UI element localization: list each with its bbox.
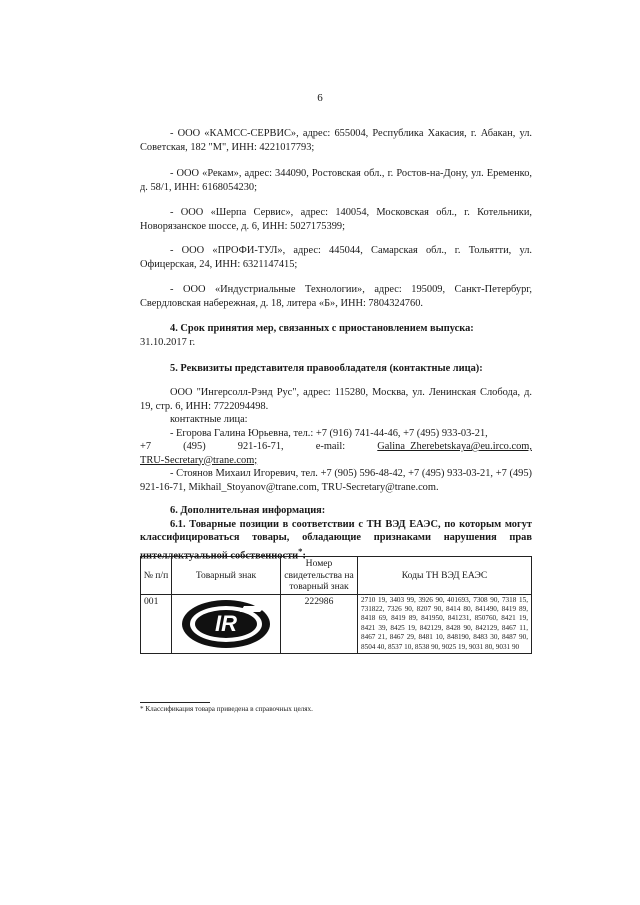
section-4-title: 4. Срок принятия мер, связанных с приостановлением выпуска: <box>170 323 474 334</box>
email-link[interactable]: Galina_Zherebetskaya@eu.irco.com, <box>377 441 532 452</box>
section-5-contacts <box>140 386 532 494</box>
section-6-1-text: 6.1. Товарные позиции в соответствии с ТН ВЭД ЕАЭС, по которым могут классифицироваться товары, обладающие признаками нарушения прав интеллектуальной собственности*: <box>140 518 532 561</box>
row-codes: 2710 19, 3403 99, 3926 90, 401693, 7308 90, 7318 15, 731822, 7326 90, 8207 90, 8414 80, 841490, 8419 89, 8418 69, 8419 89, 841950, 841231, 850760, 8421 19, 8421 39, 8425 19, 842129, 8428 90, 842129, 8467 11, 8467 21, 8467 29, 8481 10, 848190, 8483 30, 8487 90, 8504 40, 8537 10, 8538 90, 9025 19, 9031 80, 9031 90 <box>358 594 532 653</box>
company-entry: - ООО «Индустриальные Технологии», адрес: 195009, Санкт-Петербург, Свердловская набережная, д. 18, литера «Б», ИНН: 7804324760. <box>140 284 532 309</box>
contact-1-email-line: +7 (495) 921-16-71, e-mail: Galina_Zherebetskaya@eu.irco.com, <box>140 441 532 452</box>
section-5-title: 5. Реквизиты представителя правообладателя (контактные лица): <box>170 363 483 374</box>
section-4 <box>140 322 532 349</box>
col-number: № п/п <box>141 557 172 595</box>
logo-text: IR <box>215 610 237 636</box>
email-link[interactable]: TRU-Secretary@trane.com; <box>140 454 258 466</box>
section-6 <box>140 504 532 562</box>
col-certificate: Номер свидетельства на товарный знак <box>281 557 358 595</box>
table-header-row <box>141 557 532 595</box>
company-entry: - ООО «ПРОФИ-ТУЛ», адрес: 445044, Самарская обл., г. Тольятти, ул. Офицерская, 24, ИНН: 6321147415; <box>140 245 532 270</box>
company-entry: - ООО «КАМСС-СЕРВИС», адрес: 655004, Республика Хакасия, г. Абакан, ул. Советская, 182 "М", ИНН: 4221017793; <box>140 128 532 153</box>
row-certificate: 222986 <box>281 594 358 653</box>
contacts-label: контактные лица: <box>170 414 248 425</box>
company-entry: - ООО «Рекам», адрес: 344090, Ростовская обл., г. Ростов-на-Дону, ул. Еременко, д. 58/1, ИНН: 6168054230; <box>140 168 532 193</box>
contact-1-phones: - Егорова Галина Юрьевна, тел.: +7 (916) 741-44-46, +7 (495) 933-03-21, <box>170 427 488 439</box>
company-entry: - ООО «Шерпа Сервис», адрес: 140054, Московская обл., г. Котельники, Новорязанское шоссе, д. 6, ИНН: 5027175399; <box>140 207 532 232</box>
footnote: * Классификация товара приведена в справочных целях. <box>140 705 313 713</box>
footnote-divider <box>140 702 210 703</box>
page-number: 6 <box>317 92 323 104</box>
section-5-title-block <box>140 362 532 376</box>
row-number: 001 <box>141 594 172 653</box>
rightholder-org: ООО "Ингерсолл-Рэнд Рус", адрес: 115280, Москва, ул. Ленинская Слобода, д. 19, стр. 6, ИНН: 7722094498. <box>140 387 532 412</box>
ir-logo-icon <box>173 596 279 652</box>
col-trademark: Товарный знак <box>172 557 281 595</box>
trademark-table <box>140 556 532 654</box>
col-codes: Коды ТН ВЭД ЕАЭС <box>358 557 532 595</box>
contact-2: - Стоянов Михаил Игоревич, тел. +7 (905) 596-48-42, +7 (495) 933-03-21, +7 (495) 921-16-71, Mikhail_Stoyanov@trane.com, TRU-Secretary@trane.com. <box>140 468 532 493</box>
row-trademark <box>172 594 281 653</box>
section-4-date: 31.10.2017 г. <box>140 336 196 348</box>
section-6-title: 6. Дополнительная информация: <box>170 505 326 516</box>
table-row <box>141 594 532 653</box>
